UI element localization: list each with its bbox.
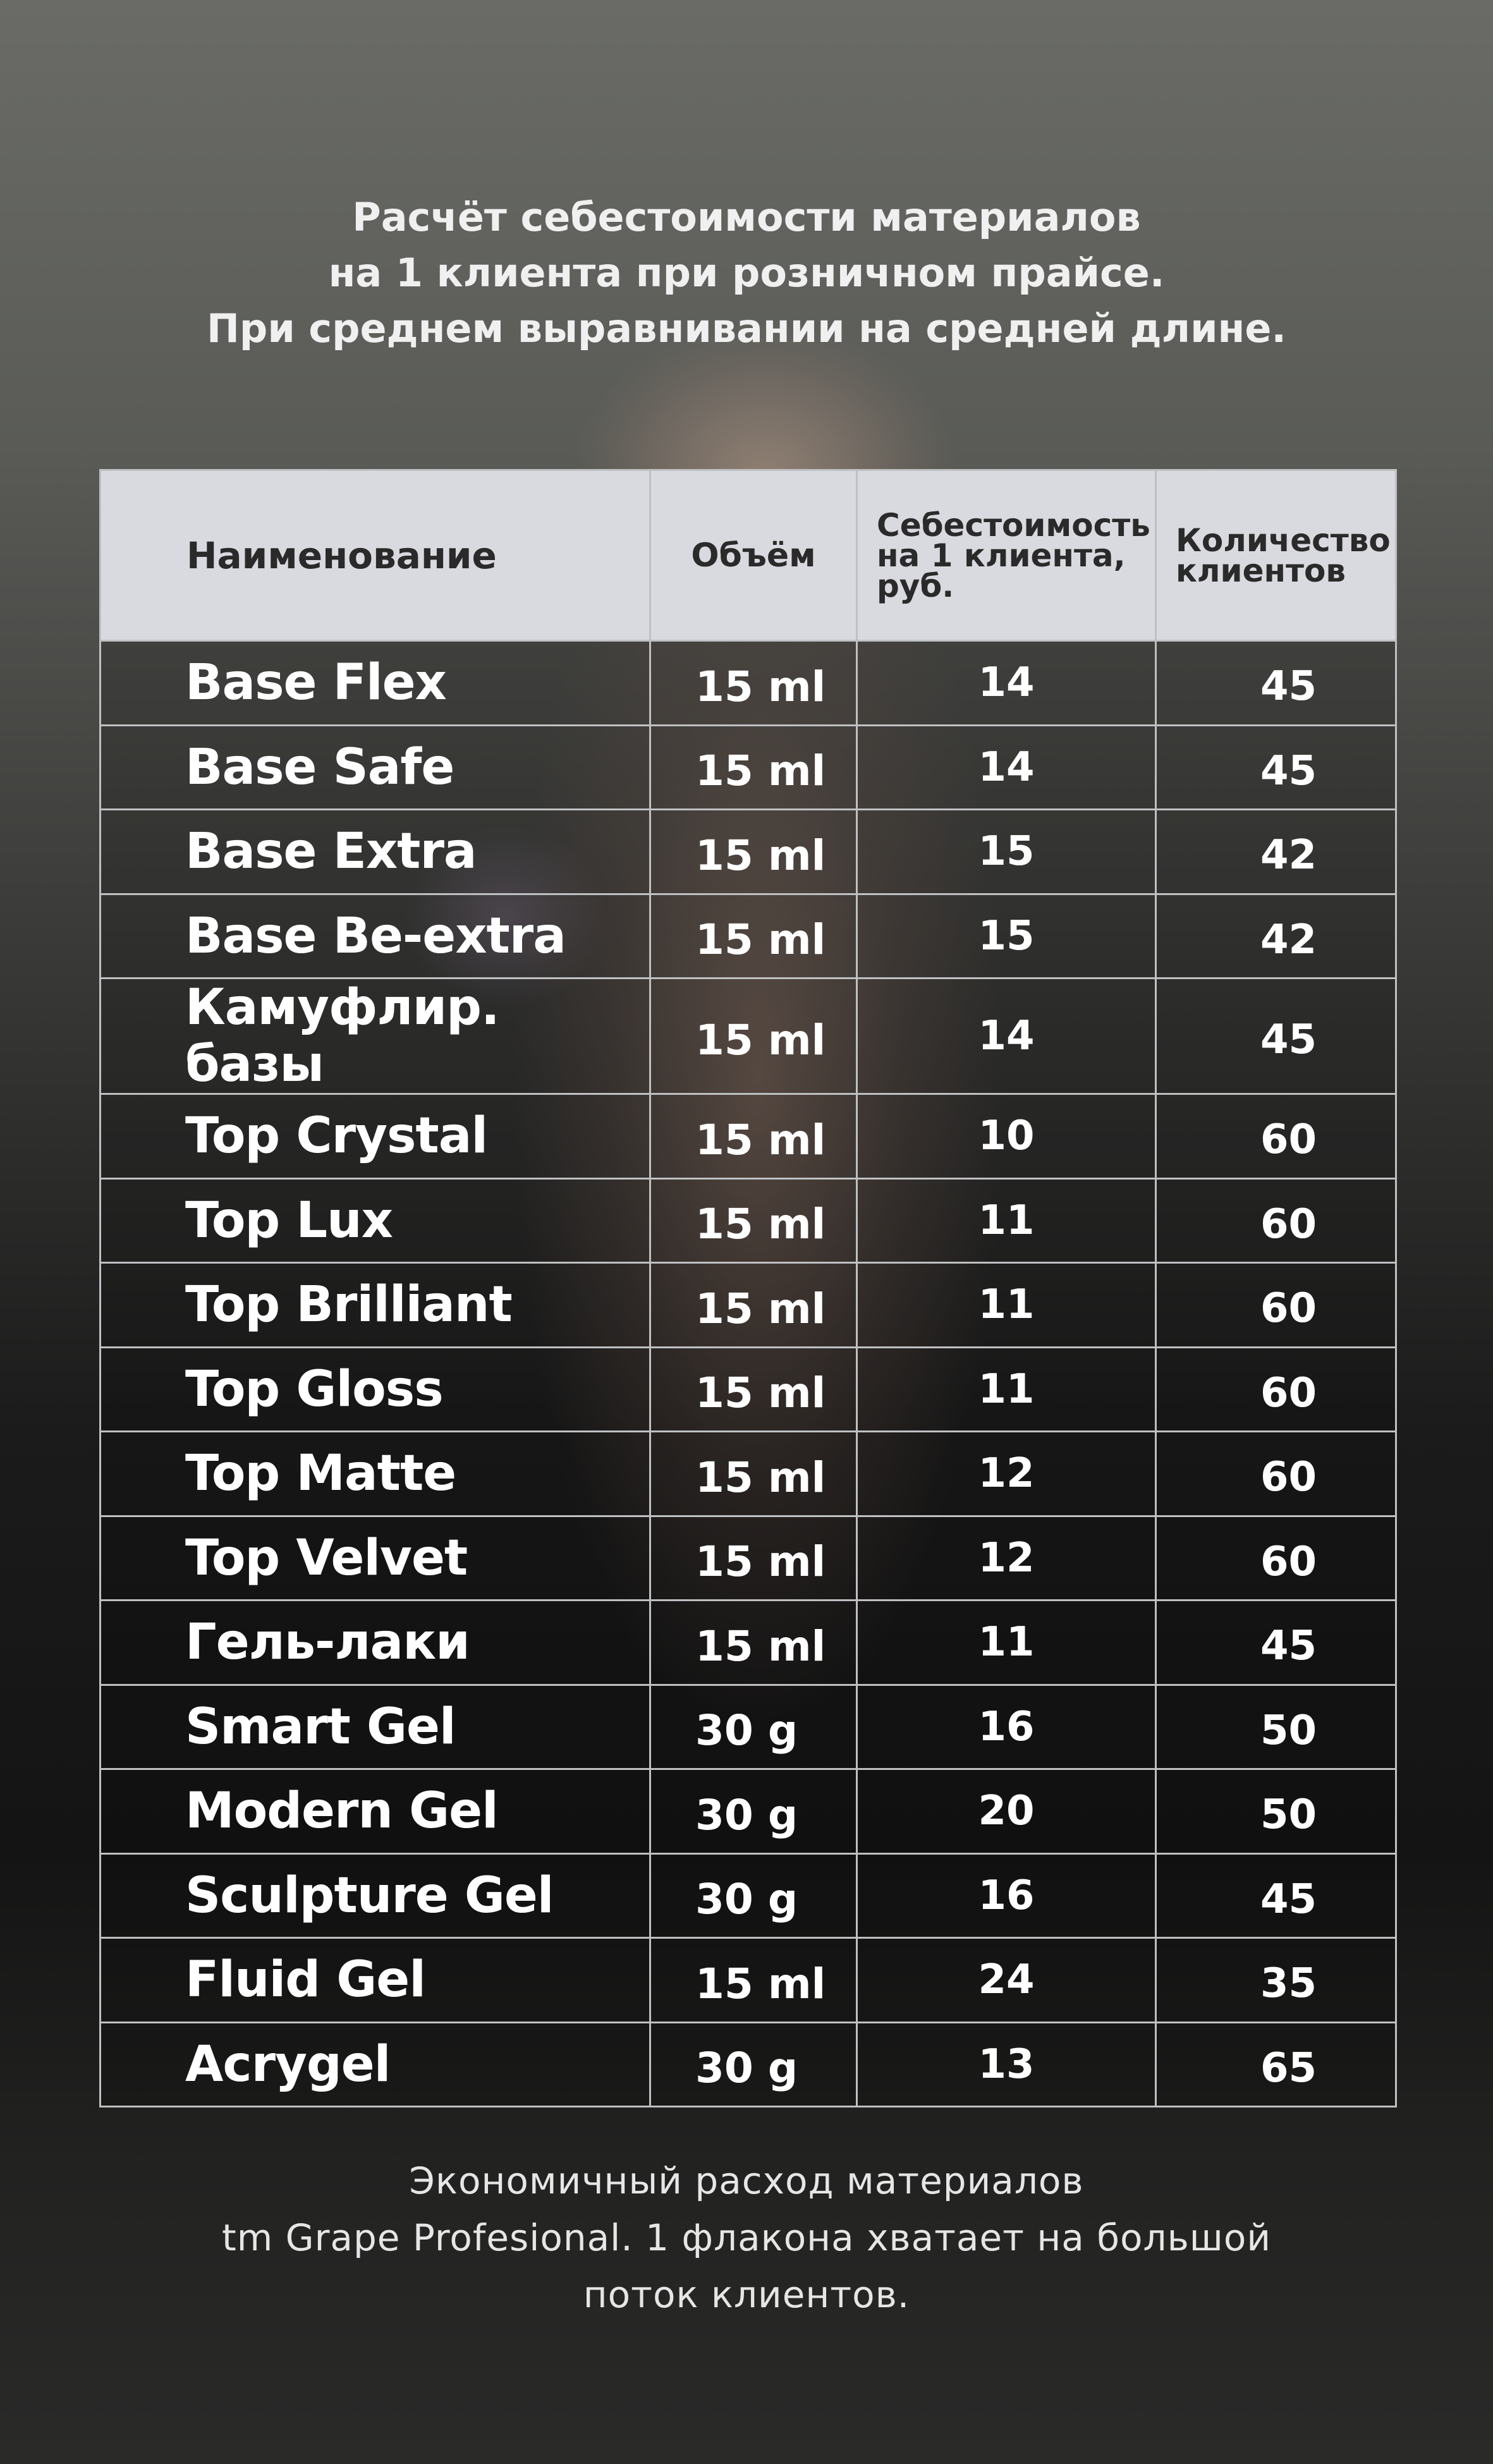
product-name: Modern Gel bbox=[101, 1769, 650, 1854]
header-cost-line-3: руб. bbox=[877, 567, 954, 604]
header-cost bbox=[857, 470, 1156, 641]
product-clients: 60 bbox=[1156, 1347, 1396, 1432]
product-cost: 14 bbox=[857, 979, 1156, 1094]
product-name: Top Lux bbox=[101, 1178, 650, 1263]
table-row bbox=[101, 725, 1396, 810]
table-row bbox=[101, 979, 1396, 1094]
product-volume: 30 g bbox=[650, 1685, 857, 1769]
product-clients: 45 bbox=[1156, 1853, 1396, 1938]
product-clients: 60 bbox=[1156, 1263, 1396, 1348]
table-row bbox=[101, 1685, 1396, 1769]
footer-line-1: Экономичный расход материалов bbox=[409, 2159, 1084, 2202]
table-row bbox=[101, 1516, 1396, 1601]
product-cost: 15 bbox=[857, 894, 1156, 979]
product-clients: 45 bbox=[1156, 979, 1396, 1094]
product-volume: 15 ml bbox=[650, 1094, 857, 1179]
product-volume: 15 ml bbox=[650, 641, 857, 726]
table-row bbox=[101, 810, 1396, 894]
product-cost: 20 bbox=[857, 1769, 1156, 1854]
product-clients: 45 bbox=[1156, 725, 1396, 810]
product-volume: 15 ml bbox=[650, 1601, 857, 1685]
product-name: Top Brilliant bbox=[101, 1263, 650, 1348]
product-volume: 30 g bbox=[650, 1769, 857, 1854]
product-cost: 12 bbox=[857, 1432, 1156, 1516]
header-cost-line-1: Себестоимость bbox=[877, 506, 1150, 544]
table-row bbox=[101, 1853, 1396, 1938]
product-clients: 60 bbox=[1156, 1516, 1396, 1601]
footer-line-2: tm Grape Profesional. 1 флакона хватает на большой bbox=[221, 2216, 1272, 2259]
product-volume: 15 ml bbox=[650, 1432, 857, 1516]
product-name: Top Matte bbox=[101, 1432, 650, 1516]
product-volume: 15 ml bbox=[650, 725, 857, 810]
product-name: Sculpture Gel bbox=[101, 1853, 650, 1938]
product-name: Top Gloss bbox=[101, 1347, 650, 1432]
product-cost: 11 bbox=[857, 1178, 1156, 1263]
product-cost: 14 bbox=[857, 725, 1156, 810]
table-row bbox=[101, 2022, 1396, 2107]
product-cost: 16 bbox=[857, 1853, 1156, 1938]
product-cost: 14 bbox=[857, 641, 1156, 726]
product-clients: 60 bbox=[1156, 1094, 1396, 1179]
product-volume: 15 ml bbox=[650, 894, 857, 979]
footer-note bbox=[0, 2152, 1493, 2323]
product-cost: 15 bbox=[857, 810, 1156, 894]
product-volume: 15 ml bbox=[650, 810, 857, 894]
title-line-1: Расчёт себестоимости материалов bbox=[352, 194, 1141, 240]
header-cost-line-2: на 1 клиента, bbox=[877, 537, 1126, 574]
table-row bbox=[101, 1769, 1396, 1854]
product-name: Камуфлир. базы bbox=[101, 979, 650, 1094]
product-clients: 35 bbox=[1156, 1938, 1396, 2023]
header-clients bbox=[1156, 470, 1396, 641]
title-line-3: При среднем выравнивании на средней длине. bbox=[207, 305, 1286, 351]
product-clients: 60 bbox=[1156, 1432, 1396, 1516]
product-volume: 15 ml bbox=[650, 979, 857, 1094]
product-volume: 30 g bbox=[650, 1853, 857, 1938]
table-header-row bbox=[101, 470, 1396, 641]
table-row bbox=[101, 1263, 1396, 1348]
table-row bbox=[101, 1178, 1396, 1263]
product-clients: 50 bbox=[1156, 1769, 1396, 1854]
cost-table bbox=[99, 469, 1397, 2107]
table-row bbox=[101, 1938, 1396, 2023]
header-volume: Объём bbox=[650, 470, 857, 641]
table-row bbox=[101, 894, 1396, 979]
product-volume: 15 ml bbox=[650, 1263, 857, 1348]
product-clients: 60 bbox=[1156, 1178, 1396, 1263]
product-clients: 65 bbox=[1156, 2022, 1396, 2107]
product-clients: 50 bbox=[1156, 1685, 1396, 1769]
product-cost: 11 bbox=[857, 1601, 1156, 1685]
product-clients: 45 bbox=[1156, 641, 1396, 726]
product-cost: 16 bbox=[857, 1685, 1156, 1769]
product-name: Base Flex bbox=[101, 641, 650, 726]
header-clients-line-1: Количество bbox=[1176, 521, 1391, 559]
product-cost: 13 bbox=[857, 2022, 1156, 2107]
product-cost: 10 bbox=[857, 1094, 1156, 1179]
table-row bbox=[101, 1432, 1396, 1516]
product-cost: 11 bbox=[857, 1263, 1156, 1348]
product-volume: 15 ml bbox=[650, 1938, 857, 2023]
header-name: Наименование bbox=[101, 470, 650, 641]
footer-line-3: поток клиентов. bbox=[583, 2273, 910, 2316]
product-volume: 30 g bbox=[650, 2022, 857, 2107]
product-name: Acrygel bbox=[101, 2022, 650, 2107]
product-clients: 45 bbox=[1156, 1601, 1396, 1685]
header-clients-line-2: клиентов bbox=[1176, 552, 1346, 589]
product-cost: 11 bbox=[857, 1347, 1156, 1432]
product-name: Smart Gel bbox=[101, 1685, 650, 1769]
product-cost: 12 bbox=[857, 1516, 1156, 1601]
table-row bbox=[101, 1094, 1396, 1179]
product-name: Base Safe bbox=[101, 725, 650, 810]
product-name: Base Extra bbox=[101, 810, 650, 894]
table-row bbox=[101, 1601, 1396, 1685]
product-name: Top Velvet bbox=[101, 1516, 650, 1601]
product-cost: 24 bbox=[857, 1938, 1156, 2023]
page-title bbox=[0, 190, 1493, 357]
table-row bbox=[101, 641, 1396, 726]
table-row bbox=[101, 1347, 1396, 1432]
product-name: Base Be-extra bbox=[101, 894, 650, 979]
product-clients: 42 bbox=[1156, 810, 1396, 894]
product-name: Top Crystal bbox=[101, 1094, 650, 1179]
product-volume: 15 ml bbox=[650, 1178, 857, 1263]
title-line-2: на 1 клиента при розничном прайсе. bbox=[328, 250, 1165, 296]
product-name: Гель-лаки bbox=[101, 1601, 650, 1685]
product-volume: 15 ml bbox=[650, 1516, 857, 1601]
product-volume: 15 ml bbox=[650, 1347, 857, 1432]
product-name: Fluid Gel bbox=[101, 1938, 650, 2023]
product-clients: 42 bbox=[1156, 894, 1396, 979]
